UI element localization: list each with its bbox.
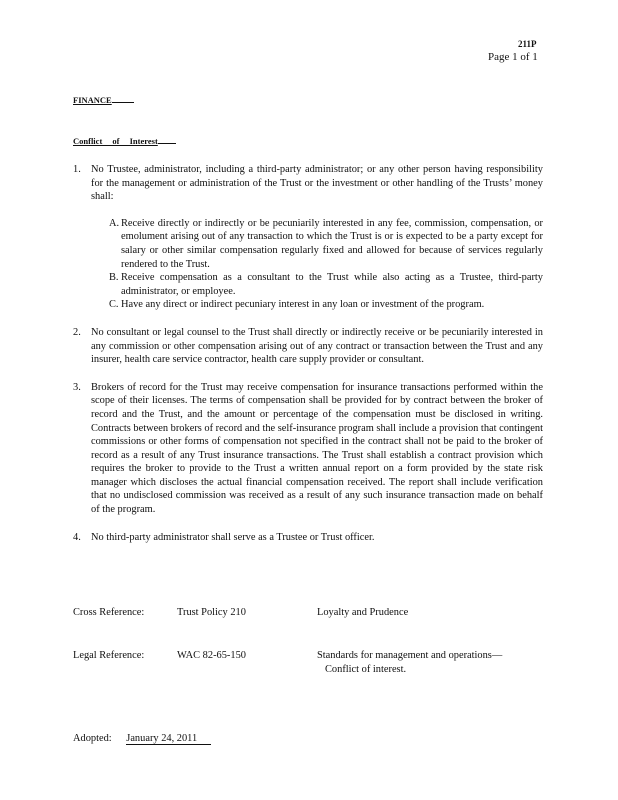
item-text: No third-party administrator shall serve as a Trustee or Trust officer.	[91, 531, 375, 543]
list-item	[73, 531, 543, 545]
item-text: Brokers of record for the Trust may receive compensation for insurance transactions performed within the scope of their licenses. The terms of compensation shall be provided for by contract between the broker of record and the Trust, and the amount or percentage of the compensation must be disclosed in writing. Contracts between brokers of record and the self-insurance program shall include a provision that contingent commissions or other forms of compensation not specified in the contract shall not be paid to the broker of record as a result of any Trust insurance transactions. The Trust shall establish a contract provision which requires the broker to provide to the Trust a written annual report on a form provided by the state risk manager which discloses the actual financial compensation received. The report shall include verification that no undisclosed commission was received as a result of any such insurance transaction made on behalf of the program.	[91, 381, 543, 516]
sub-item-text: Receive compensation as a consultant to the Trust while also acting as a Trustee, third-party administrator, or employee.	[121, 272, 543, 297]
item-text: No consultant or legal counsel to the Trust shall directly or indirectly receive or be pecuniarily interested in any commission or other compensation arising out of any contract or transaction between the Trust and any insurer, health care service contractor, health care supply provider or consultant.	[91, 326, 543, 366]
cross-reference-label: Cross Reference:	[73, 607, 145, 618]
policy-heading: Conflict of Interest	[73, 136, 176, 146]
sub-item-letter: C.	[109, 299, 119, 311]
item-number: 1.	[73, 164, 81, 175]
sub-item	[91, 298, 543, 312]
item-text: No Trustee, administrator, including a third-party administrator; or any other person having responsibility for the management or administration of the Trust or the investment or other handling of the Trusts’ money shall:	[91, 164, 543, 203]
item-number: 2.	[73, 326, 81, 338]
adopted-label: Adopted:	[73, 733, 112, 744]
cross-reference-value: Trust Policy 210	[177, 607, 246, 618]
legal-reference-title-line1: Standards for management and operations—	[317, 650, 503, 661]
adopted-date: January 24, 2011	[126, 733, 211, 745]
legal-reference-value: WAC 82-65-150	[177, 650, 246, 661]
legal-reference-title-line2: Conflict of interest.	[325, 664, 407, 675]
cross-reference	[73, 606, 543, 620]
list-item	[73, 381, 543, 517]
sub-item	[91, 217, 543, 271]
policy-body	[73, 163, 543, 544]
cross-reference-title: Loyalty and Prudence	[317, 607, 409, 618]
item-number: 3.	[73, 381, 81, 393]
page-number: Page 1 of 1	[488, 51, 538, 63]
policy-code: 211P	[518, 39, 537, 49]
sub-item-text: Receive directly or indirectly or be pecuniarily interested in any fee, commission, compensation, or emolument arising out of any transaction to which the Trust is or is expected to be a party except for salary or other similar compensation regularly fixed and allowed for because of services regularly rendered to the Trust.	[121, 217, 543, 270]
sub-item	[91, 271, 543, 298]
sub-item-letter: A.	[109, 217, 120, 229]
list-item	[73, 326, 543, 367]
list-item	[73, 163, 543, 312]
legal-reference	[73, 649, 543, 677]
adopted-line	[73, 733, 211, 745]
section-title: FINANCE	[73, 95, 134, 105]
item-number: 4.	[73, 531, 81, 543]
legal-reference-label: Legal Reference:	[73, 650, 145, 661]
sub-item-text: Have any direct or indirect pecuniary interest in any loan or investment of the program.	[121, 299, 485, 311]
sub-list	[91, 217, 543, 312]
sub-item-letter: B.	[109, 272, 119, 284]
